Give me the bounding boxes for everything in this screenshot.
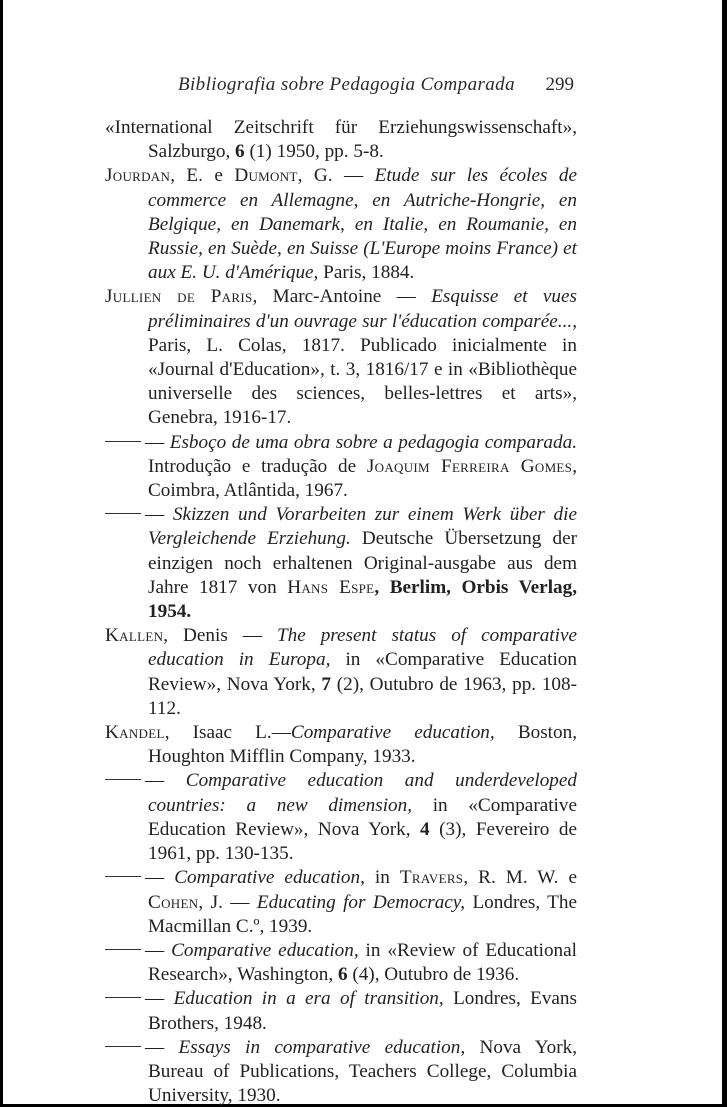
entry-text: Paris, L. Colas, 1817. Publicado inicialmente in «Journal d'Education», t. 3, 1816/17 e in «Bibliothèque universelle des sciences, belles-lettres et arts», Genebra, 1916-17. <box>148 334 577 429</box>
bib-entry-jullien <box>105 285 577 430</box>
entry-text: — <box>145 770 186 792</box>
entry-text: in «Comparative Education Review», Nova York, <box>148 649 577 695</box>
bib-entry-kandel-3 <box>105 866 577 939</box>
bib-entry-kandel-4 <box>105 939 577 987</box>
bib-entry-kandel-2 <box>105 769 577 866</box>
ditto-rule <box>105 876 141 877</box>
entry-text: (1) 1950, pp. 5-8. <box>244 141 384 163</box>
ditto-rule <box>105 997 141 998</box>
bib-entry-jullien-3 <box>105 503 577 624</box>
author-name: Travers <box>399 867 464 889</box>
work-title: Education in a era of transition, <box>173 988 444 1010</box>
entry-text: Londres, Evans Brothers, 1948. <box>148 988 577 1034</box>
entry-text: (3), Fevereiro de 1961, pp. 130-135. <box>148 818 577 865</box>
entry-text: , R. M. W. e <box>463 867 577 889</box>
bib-entry-kandel <box>105 721 577 769</box>
author-name: Kandel <box>105 722 165 744</box>
bib-entry-continuation <box>105 116 577 164</box>
entry-text: , Isaac L.— <box>164 722 291 744</box>
entry-text: , J. — <box>198 891 257 913</box>
entry-text: in «Comparative Education Review», Nova York, <box>148 794 577 840</box>
entry-text: 4 <box>420 818 430 840</box>
entry-text: , G. — <box>297 165 375 187</box>
entry-text: in «Review of Educational Research», Washington, <box>148 939 578 986</box>
work-title: Comparative education, <box>290 722 495 744</box>
entry-text: , Denis — <box>163 625 277 647</box>
author-name: Joaquim Ferreira Gomes <box>366 455 573 477</box>
ditto-rule <box>105 779 141 780</box>
entry-text: 6 <box>337 964 348 986</box>
work-title: Etude sur les écoles de commerce en Allemagne, en Autriche-Hongrie, en Belgique, en Danemark, en Italie, en Roumanie, en Russie, en Suède, en Suisse (L'Europe moins France) et aux E. U. d'Amérique, <box>148 165 577 284</box>
entry-text: , Marc-Antoine — <box>252 286 432 308</box>
page-header <box>178 74 574 102</box>
entry-text: , Coimbra, Atlântida, 1967. <box>148 455 577 502</box>
entry-text: Deutsche Übersetzung der einzigen noch erhaltenen Original-ausgabe aus dem Jahre 1817 von <box>148 528 577 598</box>
paper-sheet <box>3 0 722 1107</box>
entry-text: — <box>145 504 173 526</box>
bib-entry-kandel-5 <box>105 987 577 1035</box>
entry-text: , E. e <box>170 165 235 187</box>
entry-text: Introdução e tradução de <box>148 455 367 477</box>
work-title: The present status of comparative education in Europa, <box>148 625 578 671</box>
bib-entry-kallen <box>105 624 577 721</box>
author-name: Cohen <box>148 891 199 913</box>
ditto-rule <box>105 1046 141 1047</box>
entry-text: — <box>145 867 175 889</box>
work-title: Comparative education, <box>174 867 365 889</box>
entry-text: 7 <box>321 673 331 695</box>
ditto-rule <box>105 513 141 514</box>
entry-text: (4), Outubro de 1936. <box>347 964 520 986</box>
bib-entry-jourdan <box>105 164 577 285</box>
author-name: Hans Espe <box>287 576 375 598</box>
bib-entry-jullien-2 <box>105 431 577 504</box>
entry-text: (2), Outubro de 1963, pp. 108-112. <box>148 673 577 719</box>
entry-text: 6 <box>235 141 245 163</box>
entry-text: «International Zeitschrift für Erziehungswissenschaft», Salzburgo, <box>105 117 577 163</box>
entry-text: — <box>145 1036 179 1058</box>
entry-text: — <box>145 431 170 453</box>
bib-entry-kandel-6 <box>105 1036 577 1107</box>
work-title: Comparative education, <box>171 939 359 961</box>
entry-text: in <box>364 867 400 889</box>
work-title: Comparative education and underdeveloped countries: a new dimension, <box>148 770 577 816</box>
entry-text: — <box>145 988 174 1010</box>
work-title: Esquisse et vues préliminaires d'un ouvrage sur l'éducation comparée..., <box>148 286 577 332</box>
entry-text: Paris, 1884. <box>318 262 415 284</box>
work-title: Esboço de uma obra sobre a pedagogia comparada. <box>169 431 577 453</box>
bibliography-list <box>105 116 577 1107</box>
ditto-rule <box>105 949 141 950</box>
ditto-rule <box>105 441 141 442</box>
author-name: Kallen <box>105 625 164 647</box>
work-title: Educating for Democracy, <box>256 891 466 913</box>
running-title: Bibliografia sobre Pedagogia Comparada <box>178 74 515 95</box>
entry-text: — <box>145 939 172 961</box>
page-number: 299 <box>545 74 574 95</box>
entry-text: Nova York, Bureau of Publications, Teachers College, Columbia University, 1930. <box>148 1036 578 1107</box>
work-title: Essays in comparative education, <box>178 1036 466 1058</box>
author-name: Dumont <box>234 165 298 187</box>
work-title: Skizzen und Vorarbeiten zur einem Werk über die Vergleichende Erziehung. <box>148 504 578 550</box>
entry-text: , Berlim, Orbis Verlag, 1954. <box>148 576 578 623</box>
author-name: Jourdan <box>105 165 171 187</box>
author-name: Jullien de Paris <box>105 286 253 308</box>
entry-text: Londres, The Macmillan C.º, 1939. <box>148 891 578 937</box>
entry-text: Boston, Houghton Mifflin Company, 1933. <box>148 722 577 768</box>
